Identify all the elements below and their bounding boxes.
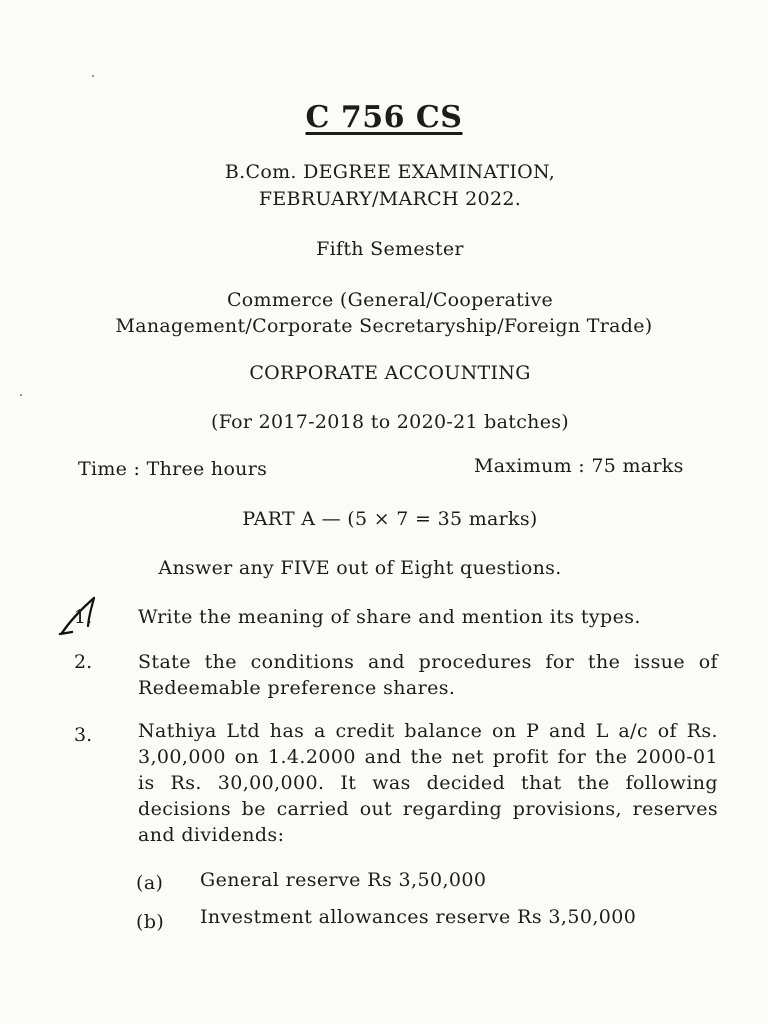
batches: (For 2017-2018 to 2020-21 batches) bbox=[211, 411, 569, 433]
question-1-text: Write the meaning of share and mention its types. bbox=[138, 606, 641, 628]
question-3-number: 3. bbox=[74, 724, 93, 746]
subject-title: CORPORATE ACCOUNTING bbox=[249, 362, 531, 384]
part-a-instruction: Answer any FIVE out of Eight questions. bbox=[158, 557, 562, 579]
speck bbox=[20, 394, 22, 396]
question-3-text: Nathiya Ltd has a credit balance on P and L a/c of Rs. 3,00,000 on 1.4.2000 and the net profit for the 2000-01 is Rs. 30,00,000. It was decided that the following decisions be carried out regarding provisions, reserves and dividends: bbox=[138, 720, 718, 846]
sub-item-b-text: Investment allowances reserve Rs 3,50,000 bbox=[200, 906, 637, 928]
semester: Fifth Semester bbox=[316, 238, 464, 260]
degree-title: B.Com. DEGREE EXAMINATION, bbox=[224, 161, 556, 183]
question-1-number: 1. bbox=[74, 606, 93, 628]
duration: Time : Three hours bbox=[78, 458, 268, 480]
question-2-number: 2. bbox=[74, 651, 93, 673]
sub-item-b-label: (b) bbox=[136, 911, 165, 933]
exam-session: FEBRUARY/MARCH 2022. bbox=[258, 188, 522, 210]
speck bbox=[92, 75, 94, 77]
stream-line-1: Commerce (General/Cooperative bbox=[226, 289, 554, 311]
part-a-title: PART A — (5 × 7 = 35 marks) bbox=[242, 508, 538, 530]
maximum-marks: Maximum : 75 marks bbox=[474, 455, 684, 477]
stream-line-2: Management/Corporate Secretaryship/Foreign Trade) bbox=[115, 315, 653, 337]
sub-item-a-label: (a) bbox=[136, 872, 164, 894]
sub-item-a-text: General reserve Rs 3,50,000 bbox=[200, 869, 487, 891]
question-2-text: State the conditions and procedures for the issue of Redeemable preference shares. bbox=[138, 651, 718, 699]
paper-code: C 756 CS bbox=[305, 100, 463, 135]
